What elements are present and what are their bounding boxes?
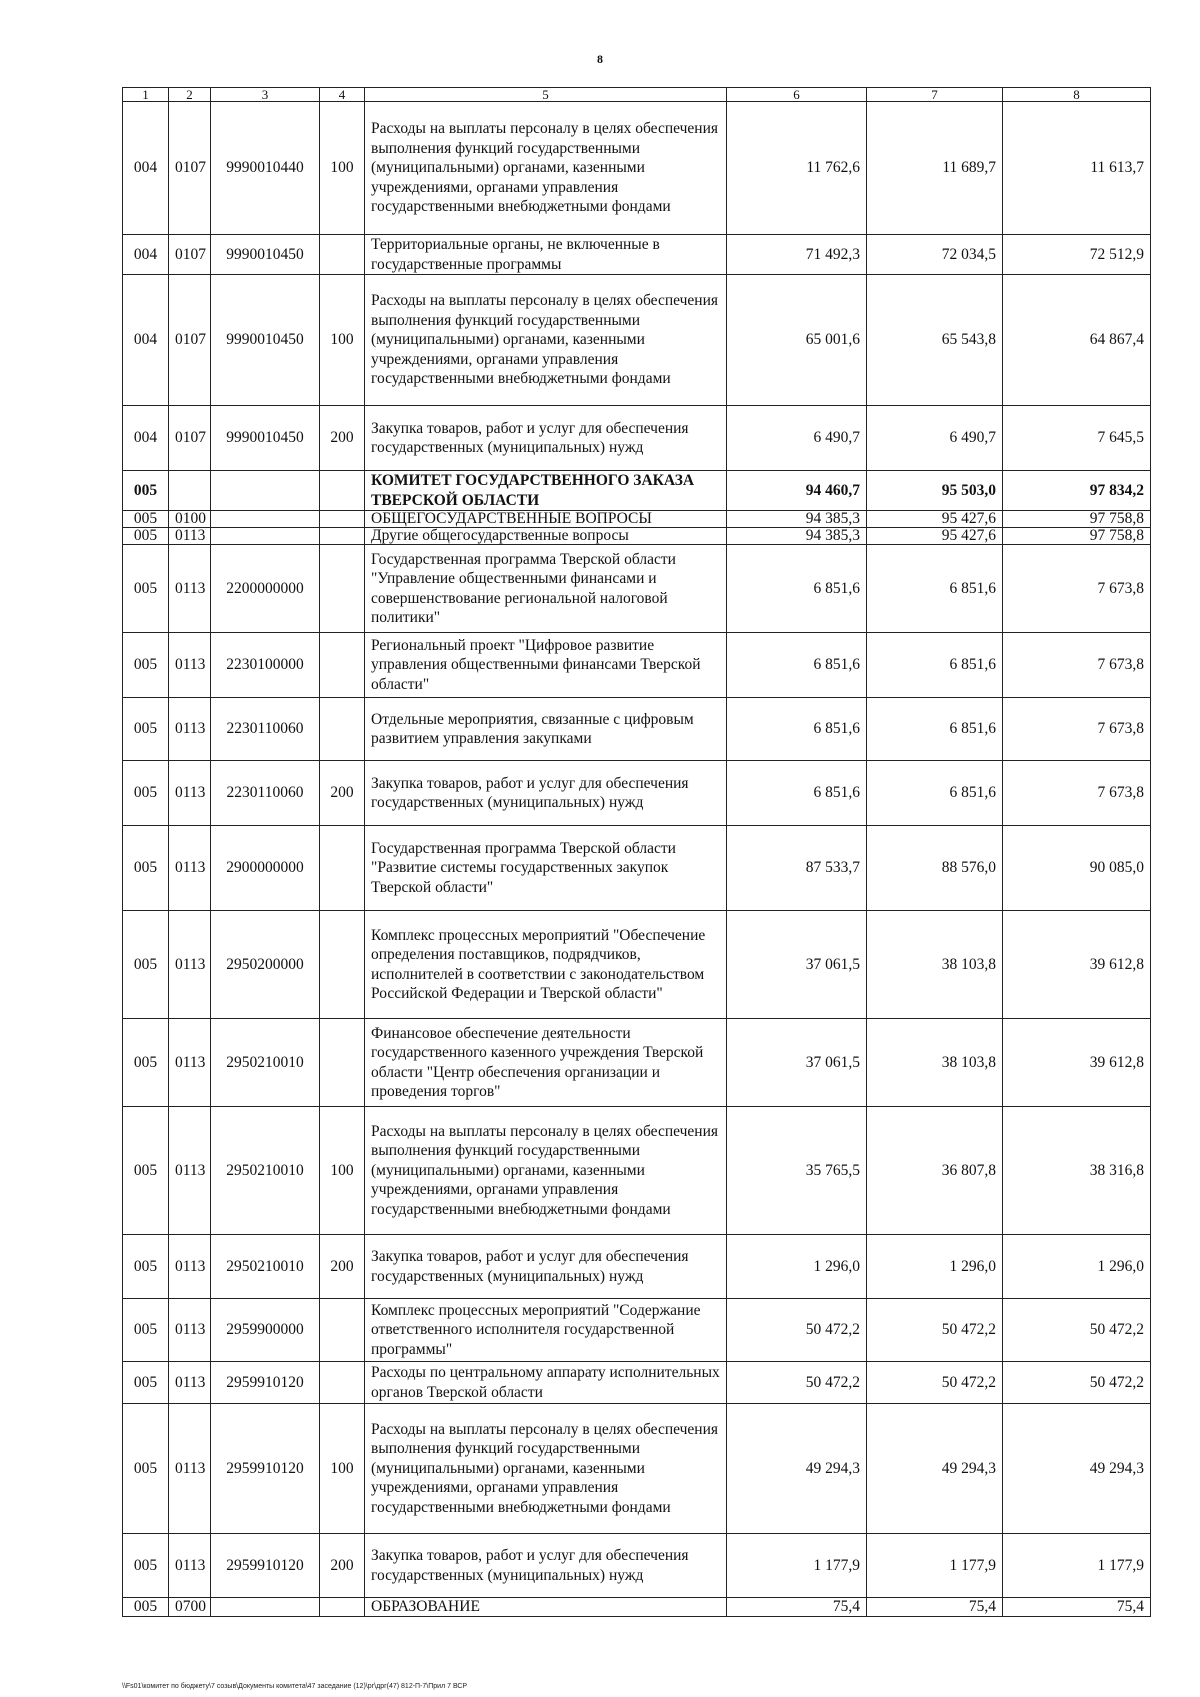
cell-target-code: 2230100000 [211, 633, 320, 698]
cell-value-col7: 95 427,6 [867, 511, 1003, 528]
cell-value-col8: 72 512,9 [1003, 235, 1151, 275]
cell-target-code: 2959900000 [211, 1299, 320, 1362]
cell-description: Закупка товаров, работ и услуг для обеспечения государственных (муниципальных) нужд [365, 1235, 727, 1299]
cell-expense-type [320, 698, 365, 761]
cell-value-col6: 6 490,7 [727, 406, 867, 471]
footer-file-path: \\Fs01\комитет по бюджету\7 созыв\Документы комитета\47 заседание (12)\рг\дрг(47) 812-П-7\Прил 7 ВСР [122, 1683, 468, 1690]
cell-value-col6: 94 385,3 [727, 511, 867, 528]
cell-value-col8: 7 673,8 [1003, 761, 1151, 826]
page-number: 8 [597, 52, 603, 66]
cell-expense-type: 200 [320, 1534, 365, 1598]
cell-value-col7: 6 851,6 [867, 698, 1003, 761]
cell-section-code: 0113 [169, 1019, 211, 1107]
cell-value-col7: 88 576,0 [867, 826, 1003, 911]
cell-description: КОМИТЕТ ГОСУДАРСТВЕННОГО ЗАКАЗА ТВЕРСКОЙ ОБЛАСТИ [365, 471, 727, 511]
cell-section-code: 0113 [169, 826, 211, 911]
header-col-6: 6 [727, 88, 867, 102]
table-row [123, 471, 1151, 511]
cell-expense-type [320, 545, 365, 633]
cell-description: Государственная программа Тверской области "Развитие системы государственных закупок Тверской области" [365, 826, 727, 911]
cell-value-col8: 64 867,4 [1003, 275, 1151, 406]
cell-value-col6: 49 294,3 [727, 1404, 867, 1534]
table-row [123, 1019, 1151, 1107]
cell-target-code: 2959910120 [211, 1534, 320, 1598]
cell-value-col6: 87 533,7 [727, 826, 867, 911]
cell-section-code: 0113 [169, 633, 211, 698]
cell-expense-type [320, 1299, 365, 1362]
cell-value-col6: 6 851,6 [727, 633, 867, 698]
cell-section-code: 0113 [169, 1362, 211, 1404]
cell-expense-type: 100 [320, 102, 365, 235]
cell-value-col6: 50 472,2 [727, 1362, 867, 1404]
cell-description: Закупка товаров, работ и услуг для обеспечения государственных (муниципальных) нужд [365, 761, 727, 826]
cell-value-col8: 7 673,8 [1003, 698, 1151, 761]
cell-description: Расходы на выплаты персоналу в целях обеспечения выполнения функций государственными (муниципальными) органами, казенными учреждениями, органами управления государственными внебюджетными фондами [365, 1107, 727, 1235]
cell-section-code: 0113 [169, 1235, 211, 1299]
cell-target-code: 2200000000 [211, 545, 320, 633]
table-row [123, 1598, 1151, 1617]
cell-admin-code: 005 [123, 1019, 169, 1107]
cell-expense-type [320, 471, 365, 511]
table-row [123, 1404, 1151, 1534]
cell-admin-code: 005 [123, 511, 169, 528]
header-col-7: 7 [867, 88, 1003, 102]
table-row [123, 102, 1151, 235]
cell-admin-code: 005 [123, 761, 169, 826]
table-row [123, 235, 1151, 275]
cell-value-col6: 35 765,5 [727, 1107, 867, 1235]
cell-expense-type: 200 [320, 1235, 365, 1299]
cell-target-code [211, 1598, 320, 1617]
cell-section-code: 0107 [169, 406, 211, 471]
cell-value-col6: 94 385,3 [727, 528, 867, 545]
cell-admin-code: 005 [123, 1534, 169, 1598]
cell-section-code: 0113 [169, 1299, 211, 1362]
cell-value-col6: 6 851,6 [727, 761, 867, 826]
cell-section-code: 0107 [169, 275, 211, 406]
cell-value-col7: 1 296,0 [867, 1235, 1003, 1299]
cell-section-code: 0113 [169, 1404, 211, 1534]
table-row [123, 1534, 1151, 1598]
cell-description: Финансовое обеспечение деятельности государственного казенного учреждения Тверской области "Центр обеспечения организации и проведения торгов" [365, 1019, 727, 1107]
cell-section-code: 0113 [169, 545, 211, 633]
cell-section-code: 0113 [169, 1534, 211, 1598]
cell-target-code: 2230110060 [211, 698, 320, 761]
cell-value-col7: 6 851,6 [867, 633, 1003, 698]
cell-value-col6: 75,4 [727, 1598, 867, 1617]
cell-value-col6: 37 061,5 [727, 1019, 867, 1107]
cell-admin-code: 005 [123, 698, 169, 761]
cell-value-col6: 1 296,0 [727, 1235, 867, 1299]
cell-value-col7: 11 689,7 [867, 102, 1003, 235]
table-row [123, 406, 1151, 471]
cell-expense-type [320, 1362, 365, 1404]
cell-value-col8: 11 613,7 [1003, 102, 1151, 235]
header-col-2: 2 [169, 88, 211, 102]
table-row [123, 1362, 1151, 1404]
cell-admin-code: 004 [123, 406, 169, 471]
cell-value-col7: 75,4 [867, 1598, 1003, 1617]
header-col-3: 3 [211, 88, 320, 102]
cell-value-col6: 65 001,6 [727, 275, 867, 406]
cell-description: Государственная программа Тверской области "Управление общественными финансами и совершенствование региональной налоговой политики" [365, 545, 727, 633]
cell-target-code: 2950210010 [211, 1019, 320, 1107]
cell-admin-code: 005 [123, 1404, 169, 1534]
cell-section-code: 0113 [169, 1107, 211, 1235]
cell-admin-code: 004 [123, 235, 169, 275]
header-col-8: 8 [1003, 88, 1151, 102]
cell-value-col6: 71 492,3 [727, 235, 867, 275]
cell-target-code: 2230110060 [211, 761, 320, 826]
table-row [123, 275, 1151, 406]
cell-target-code: 9990010450 [211, 275, 320, 406]
cell-section-code: 0700 [169, 1598, 211, 1617]
cell-value-col7: 6 851,6 [867, 761, 1003, 826]
cell-section-code: 0100 [169, 511, 211, 528]
cell-description: ОБРАЗОВАНИЕ [365, 1598, 727, 1617]
cell-description: Расходы на выплаты персоналу в целях обеспечения выполнения функций государственными (муниципальными) органами, казенными учреждениями, органами управления государственными внебюджетными фондами [365, 102, 727, 235]
cell-admin-code: 005 [123, 826, 169, 911]
cell-target-code: 2959910120 [211, 1404, 320, 1534]
table-row [123, 826, 1151, 911]
table-row [123, 761, 1151, 826]
cell-value-col7: 1 177,9 [867, 1534, 1003, 1598]
cell-expense-type [320, 1598, 365, 1617]
cell-admin-code: 005 [123, 528, 169, 545]
cell-description: Комплекс процессных мероприятий "Обеспечение определения поставщиков, подрядчиков, исполнителей в соответствии с законодательством Российской Федерации и Тверской области" [365, 911, 727, 1019]
cell-value-col7: 65 543,8 [867, 275, 1003, 406]
cell-value-col8: 7 673,8 [1003, 545, 1151, 633]
cell-expense-type [320, 235, 365, 275]
cell-value-col7: 36 807,8 [867, 1107, 1003, 1235]
cell-value-col6: 50 472,2 [727, 1299, 867, 1362]
cell-value-col8: 50 472,2 [1003, 1362, 1151, 1404]
cell-admin-code: 005 [123, 1299, 169, 1362]
cell-value-col7: 38 103,8 [867, 911, 1003, 1019]
cell-target-code: 2959910120 [211, 1362, 320, 1404]
cell-expense-type [320, 633, 365, 698]
cell-description: Расходы на выплаты персоналу в целях обеспечения выполнения функций государственными (муниципальными) органами, казенными учреждениями, органами управления государственными внебюджетными фондами [365, 275, 727, 406]
cell-description: Расходы по центральному аппарату исполнительных органов Тверской области [365, 1362, 727, 1404]
cell-admin-code: 005 [123, 1362, 169, 1404]
cell-expense-type: 200 [320, 761, 365, 826]
cell-target-code: 9990010450 [211, 406, 320, 471]
cell-target-code [211, 511, 320, 528]
table-row [123, 1107, 1151, 1235]
cell-expense-type: 100 [320, 1404, 365, 1534]
header-col-4: 4 [320, 88, 365, 102]
cell-value-col8: 97 758,8 [1003, 511, 1151, 528]
table-row [123, 511, 1151, 528]
cell-value-col8: 75,4 [1003, 1598, 1151, 1617]
cell-description: Комплекс процессных мероприятий "Содержание ответственного исполнителя государственной программы" [365, 1299, 727, 1362]
cell-target-code: 2950210010 [211, 1235, 320, 1299]
cell-target-code: 2950210010 [211, 1107, 320, 1235]
cell-value-col6: 6 851,6 [727, 698, 867, 761]
cell-expense-type: 200 [320, 406, 365, 471]
table-row [123, 633, 1151, 698]
cell-target-code [211, 528, 320, 545]
cell-target-code [211, 471, 320, 511]
cell-admin-code: 005 [123, 1598, 169, 1617]
table-row [123, 911, 1151, 1019]
header-col-5: 5 [365, 88, 727, 102]
cell-value-col8: 39 612,8 [1003, 1019, 1151, 1107]
cell-value-col6: 11 762,6 [727, 102, 867, 235]
cell-value-col6: 37 061,5 [727, 911, 867, 1019]
cell-value-col8: 7 673,8 [1003, 633, 1151, 698]
cell-description: Расходы на выплаты персоналу в целях обеспечения выполнения функций государственными (муниципальными) органами, казенными учреждениями, органами управления государственными внебюджетными фондами [365, 1404, 727, 1534]
budget-table [122, 87, 1151, 1617]
header-col-1: 1 [123, 88, 169, 102]
cell-admin-code: 005 [123, 545, 169, 633]
table-row [123, 528, 1151, 545]
cell-section-code: 0107 [169, 102, 211, 235]
cell-target-code: 2950200000 [211, 911, 320, 1019]
cell-value-col8: 39 612,8 [1003, 911, 1151, 1019]
cell-value-col7: 72 034,5 [867, 235, 1003, 275]
cell-admin-code: 005 [123, 471, 169, 511]
cell-expense-type: 100 [320, 275, 365, 406]
cell-expense-type [320, 528, 365, 545]
cell-admin-code: 005 [123, 633, 169, 698]
cell-value-col7: 50 472,2 [867, 1299, 1003, 1362]
cell-description: Закупка товаров, работ и услуг для обеспечения государственных (муниципальных) нужд [365, 1534, 727, 1598]
cell-description: Территориальные органы, не включенные в государственные программы [365, 235, 727, 275]
cell-admin-code: 004 [123, 102, 169, 235]
cell-description: ОБЩЕГОСУДАРСТВЕННЫЕ ВОПРОСЫ [365, 511, 727, 528]
cell-target-code: 9990010450 [211, 235, 320, 275]
cell-value-col6: 6 851,6 [727, 545, 867, 633]
cell-value-col8: 7 645,5 [1003, 406, 1151, 471]
cell-target-code: 9990010440 [211, 102, 320, 235]
cell-value-col6: 94 460,7 [727, 471, 867, 511]
cell-admin-code: 005 [123, 1235, 169, 1299]
cell-description: Другие общегосударственные вопросы [365, 528, 727, 545]
cell-section-code: 0113 [169, 761, 211, 826]
cell-value-col7: 95 427,6 [867, 528, 1003, 545]
cell-description: Отдельные мероприятия, связанные с цифровым развитием управления закупками [365, 698, 727, 761]
cell-admin-code: 005 [123, 911, 169, 1019]
cell-value-col8: 1 177,9 [1003, 1534, 1151, 1598]
cell-value-col8: 1 296,0 [1003, 1235, 1151, 1299]
cell-value-col8: 49 294,3 [1003, 1404, 1151, 1534]
cell-section-code: 0107 [169, 235, 211, 275]
cell-value-col7: 49 294,3 [867, 1404, 1003, 1534]
cell-section-code: 0113 [169, 911, 211, 1019]
cell-expense-type [320, 1019, 365, 1107]
cell-value-col8: 38 316,8 [1003, 1107, 1151, 1235]
cell-value-col7: 6 490,7 [867, 406, 1003, 471]
cell-value-col7: 95 503,0 [867, 471, 1003, 511]
header-row [123, 88, 1151, 102]
cell-expense-type: 100 [320, 1107, 365, 1235]
cell-value-col7: 38 103,8 [867, 1019, 1003, 1107]
cell-admin-code: 005 [123, 1107, 169, 1235]
cell-value-col8: 97 834,2 [1003, 471, 1151, 511]
cell-expense-type [320, 511, 365, 528]
cell-description: Региональный проект "Цифровое развитие управления общественными финансами Тверской области" [365, 633, 727, 698]
table-row [123, 545, 1151, 633]
cell-value-col8: 50 472,2 [1003, 1299, 1151, 1362]
cell-section-code: 0113 [169, 698, 211, 761]
cell-section-code: 0113 [169, 528, 211, 545]
cell-value-col8: 90 085,0 [1003, 826, 1151, 911]
cell-expense-type [320, 911, 365, 1019]
cell-expense-type [320, 826, 365, 911]
cell-description: Закупка товаров, работ и услуг для обеспечения государственных (муниципальных) нужд [365, 406, 727, 471]
table-row [123, 1235, 1151, 1299]
table-row [123, 1299, 1151, 1362]
cell-admin-code: 004 [123, 275, 169, 406]
cell-value-col7: 6 851,6 [867, 545, 1003, 633]
cell-value-col8: 97 758,8 [1003, 528, 1151, 545]
cell-value-col6: 1 177,9 [727, 1534, 867, 1598]
cell-section-code [169, 471, 211, 511]
table-row [123, 698, 1151, 761]
cell-target-code: 2900000000 [211, 826, 320, 911]
cell-value-col7: 50 472,2 [867, 1362, 1003, 1404]
